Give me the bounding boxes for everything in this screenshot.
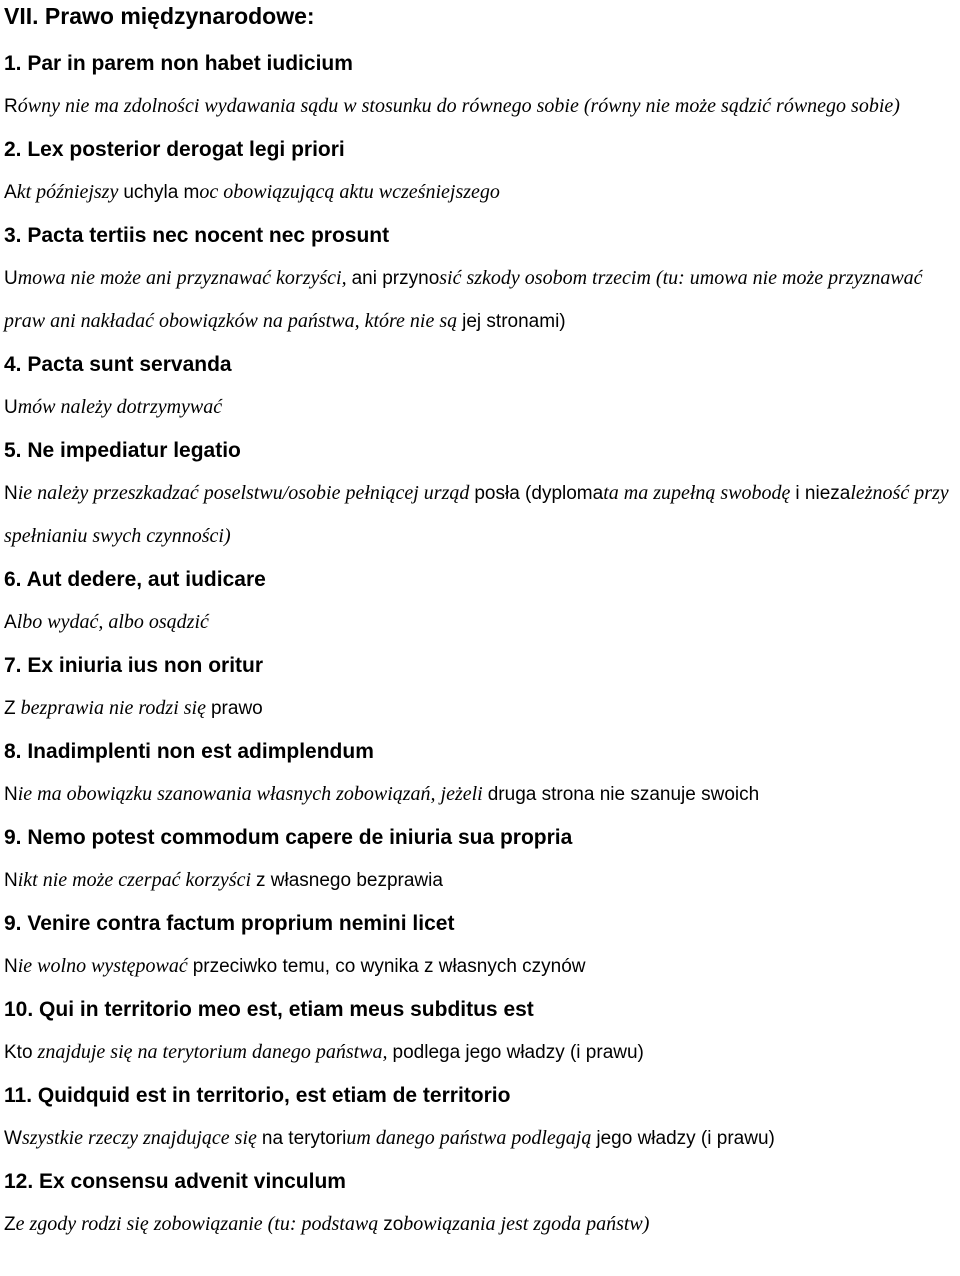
principle-item [4,42,954,128]
principle-translation [4,601,954,644]
principle-item [4,214,954,343]
translation-fragment: szystkie rzeczy znajdujące się [21,1127,262,1149]
translation-fragment: druga strona nie szanuje swoich [487,784,760,805]
principle-heading: 10. Qui in territorio meo est, etiam meus subditus est [4,998,534,1021]
principle-item [4,429,954,558]
principle-item [4,128,954,214]
translation-fragment: jej stronami) [462,311,566,332]
translation-fragment: oc obowiązującą aktu wcześniejszego [199,181,500,203]
document-page [4,0,954,1246]
principle-heading: 1. Par in parem non habet iudicium [4,52,353,75]
principle-heading: 8. Inadimplenti non est adimplendum [4,740,374,763]
translation-fragment: N [4,870,18,891]
principle-item [4,1160,954,1246]
translation-fragment: R [4,96,18,117]
principle-translation [4,85,954,128]
principle-heading: 5. Ne impediatur legatio [4,439,241,462]
principle-heading: 4. Pacta sunt servanda [4,353,232,376]
principle-translation [4,1117,954,1160]
translation-fragment: jego władzy (i prawu) [596,1128,775,1149]
translation-fragment: znajduje się na terytorium danego państwa, [32,1041,393,1063]
principle-translation [4,1203,954,1246]
translation-fragment: um danego państwa podlegają [346,1127,597,1149]
translation-fragment: podlega jego władzy (i prawu) [392,1042,644,1063]
translation-fragment: Z [4,698,16,719]
principle-heading: 6. Aut dedere, aut iudicare [4,568,266,591]
principle-translation [4,945,954,988]
translation-fragment: W [4,1128,22,1149]
principle-translation [4,472,954,558]
translation-fragment: mów należy dotrzymywać [17,396,223,418]
principle-item [4,343,954,429]
principle-heading: 2. Lex posterior derogat legi priori [4,138,345,161]
translation-fragment: na terytori [261,1128,347,1149]
translation-fragment: A [4,182,17,203]
principle-translation [4,859,954,902]
principle-heading: 12. Ex consensu advenit vinculum [4,1170,346,1193]
principle-item [4,816,954,902]
section-title: VII. Prawo międzynarodowe: [4,3,315,29]
principle-heading: 9. Venire contra factum proprium nemini licet [4,912,455,935]
translation-fragment: e zgody rodzi się zobowiązanie (tu: podstawą [15,1213,384,1235]
translation-fragment: U [4,397,18,418]
translation-fragment: Kto [4,1042,33,1063]
translation-fragment: z własnego bezprawia [256,870,443,891]
translation-fragment: prawo [210,698,263,719]
translation-fragment: uchyla m [123,182,200,203]
translation-fragment: ie ma obowiązku szanowania własnych zobowiązań, jeżeli [17,783,488,805]
principle-item [4,902,954,988]
principle-translation [4,1031,954,1074]
translation-fragment: ikt nie może czerpać korzyści [17,869,256,891]
principle-translation [4,171,954,214]
translation-fragment: przeciwko temu, co wynika z własnych czynów [192,956,586,977]
principle-item [4,988,954,1074]
principle-heading: 9. Nemo potest commodum capere de iniuria sua propria [4,826,573,849]
translation-fragment: N [4,483,18,504]
principle-heading: 7. Ex iniuria ius non oritur [4,654,264,677]
translation-fragment: N [4,784,18,805]
principle-translation [4,773,954,816]
translation-fragment: ie należy przeszkadzać poselstwu/osobie pełniącej urząd [17,482,475,504]
principle-translation [4,257,954,343]
translation-fragment: mowa nie może ani przyznawać korzyści, [17,267,352,289]
principle-heading: 3. Pacta tertiis nec nocent nec prosunt [4,224,390,247]
translation-fragment: kt późniejszy [16,181,124,203]
translation-fragment: A [4,612,17,633]
translation-fragment: ta ma zupełną swobodę [603,482,796,504]
principles-list [4,42,954,1246]
translation-fragment: Z [4,1214,16,1235]
translation-fragment: N [4,956,18,977]
principle-translation [4,386,954,429]
principle-item [4,730,954,816]
translation-fragment: zo [383,1214,404,1235]
translation-fragment: sić szkody osobom trzecim (tu: umowa nie może przyznawać praw ani nakładać obowiązków na państwa, które nie są [4,267,923,332]
translation-fragment: i nieza [795,483,851,504]
principle-item [4,558,954,644]
translation-fragment: posła (dyploma [474,483,604,504]
translation-fragment: ówny nie ma zdolności wydawania sądu w stosunku do równego sobie (równy nie może sądzić równego sobie) [17,95,900,117]
principle-heading: 11. Quidquid est in territorio, est etiam de territorio [4,1084,511,1107]
principle-translation [4,687,954,730]
principle-item [4,644,954,730]
principle-item [4,1074,954,1160]
translation-fragment: bezprawia nie rodzi się [15,697,211,719]
translation-fragment: lbo wydać, albo osądzić [16,611,209,633]
translation-fragment: bowiązania jest zgoda państw) [403,1213,650,1235]
translation-fragment: leżność przy spełnianiu swych czynności) [4,482,949,547]
translation-fragment: ie wolno występować [17,955,193,977]
translation-fragment: ani przyno [351,268,440,289]
translation-fragment: U [4,268,18,289]
